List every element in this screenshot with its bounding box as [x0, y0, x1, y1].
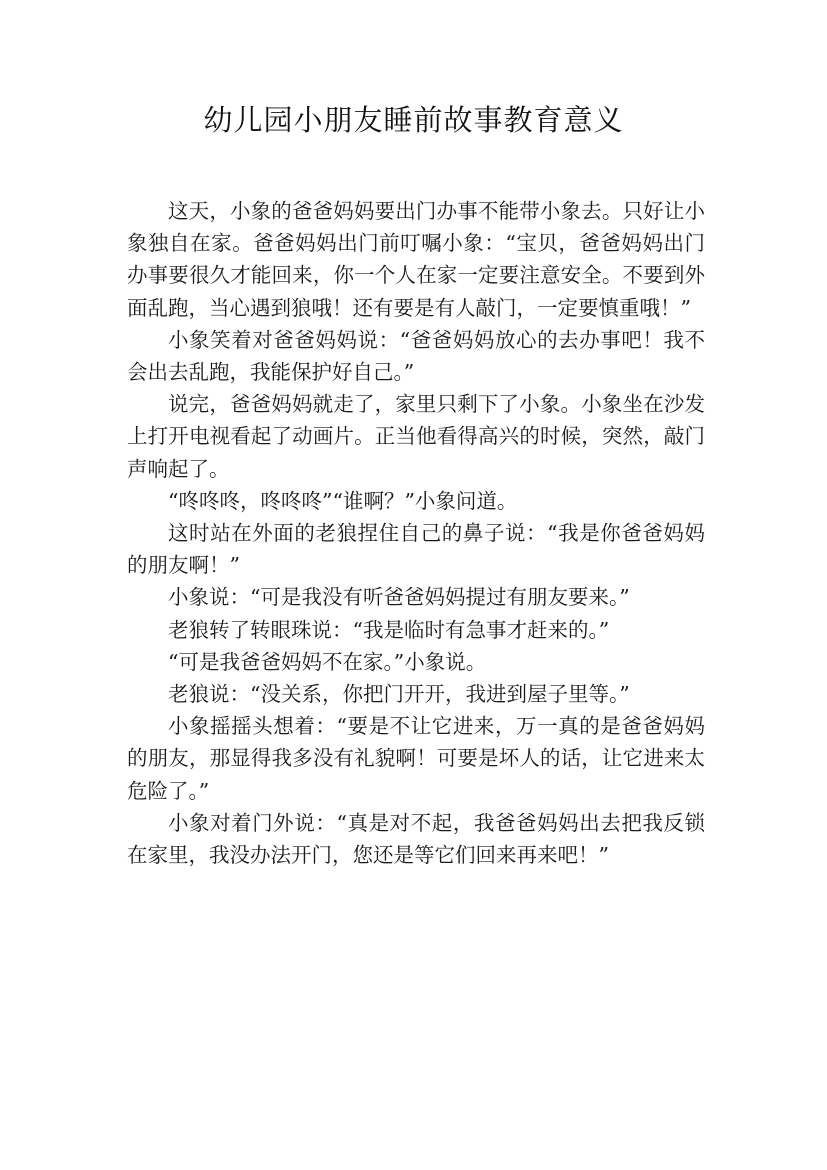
paragraph: “可是我爸爸妈妈不在家。”小象说。: [168, 649, 487, 674]
paragraph: 这天，小象的爸爸妈妈要出门办事不能带小象去。只好让小象独自在家。爸爸妈妈出门前叮嘱小象：“宝贝，爸爸妈妈出门办事要很久才能回来，你一个人在家一定要注意安全。不要到外面乱跑，当心遇到狼哦！还有要是有人敲门，一定要慎重哦！”: [127, 199, 705, 320]
paragraph: 小象笑着对爸爸妈妈说：“爸爸妈妈放心的去办事吧！我不会出去乱跑，我能保护好自己。”: [127, 327, 705, 385]
paragraph: 老狼说：“没关系，你把门开开，我进到屋子里等。”: [168, 682, 630, 707]
paragraph: 小象对着门外说：“真是对不起，我爸爸妈妈出去把我反锁在家里，我没办法开门，您还是等它们回来再来吧！”: [127, 810, 705, 868]
paragraph: 老狼转了转眼珠说：“我是临时有急事才赶来的。”: [168, 617, 610, 642]
document-title: 幼儿园小朋友睡前故事教育意义: [203, 103, 624, 137]
paragraph: 小象说：“可是我没有听爸爸妈妈提过有朋友要来。”: [168, 585, 630, 610]
document-body: [127, 195, 705, 871]
paragraph: 这时站在外面的老狼捏住自己的鼻子说：“我是你爸爸妈妈的朋友啊！”: [127, 521, 705, 578]
paragraph: 说完，爸爸妈妈就走了，家里只剩下了小象。小象坐在沙发上打开电视看起了动画片。正当他看得高兴的时候，突然，敲门声响起了。: [127, 392, 705, 481]
paragraph: 小象摇摇头想着：“要是不让它进来，万一真的是爸爸妈妈的朋友，那显得我多没有礼貌啊！可要是坏人的话，让它进来太危险了。”: [127, 714, 705, 803]
paragraph: “咚咚咚，咚咚咚”“谁啊？”小象问道。: [168, 488, 518, 513]
